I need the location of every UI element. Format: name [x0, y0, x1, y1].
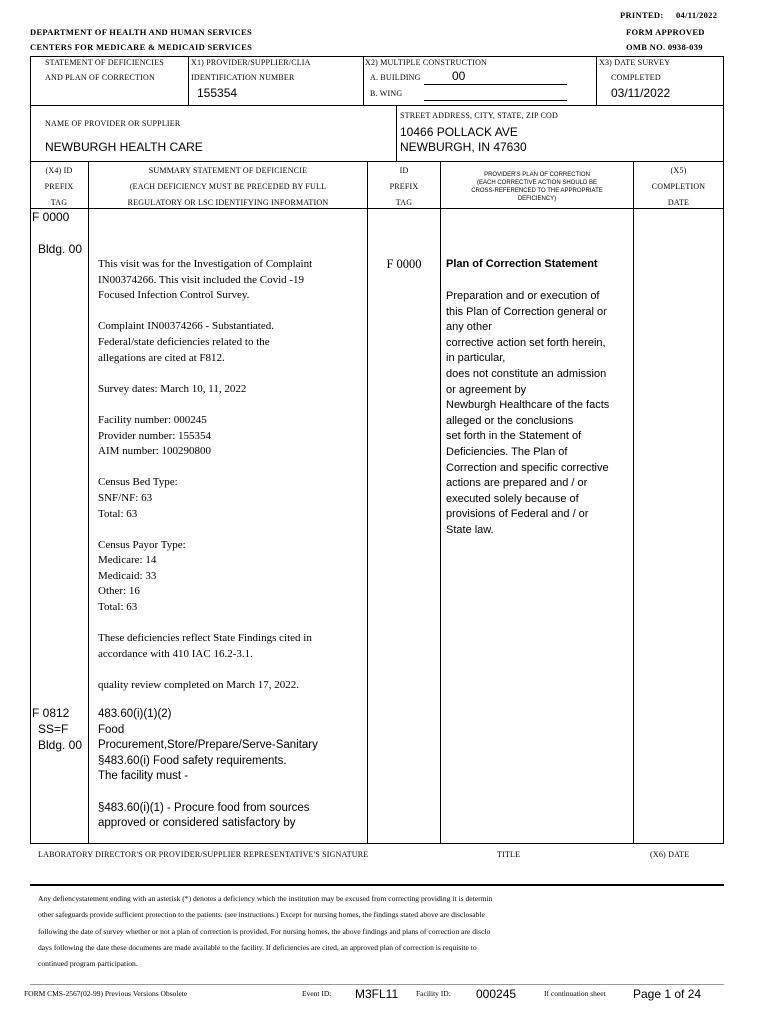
x5-header-2: COMPLETION: [651, 182, 706, 191]
summary-line: Total: 63: [98, 507, 138, 520]
plan-line: alleged or the conclusions: [446, 414, 574, 427]
department-name: DEPARTMENT OF HEALTH AND HUMAN SERVICES: [30, 27, 252, 37]
plan-lines: [446, 289, 632, 539]
summary-line: quality review completed on March 17, 2022.: [98, 679, 300, 692]
disclaimer-line: Any defiencystatement ending with an asterisk (*) denotes a deficiency which the institution may be excused from correcting providing it is determin: [38, 894, 493, 903]
summary-line: Federal/state deficiencies related to the: [98, 335, 270, 348]
summary-text: [98, 257, 366, 694]
divider: [30, 161, 724, 162]
summary-line: [98, 522, 366, 538]
summary-header-1: SUMMARY STATEMENT OF DEFICIENCIE: [148, 166, 308, 175]
plan-line: Preparation and or execution of: [446, 290, 600, 302]
summary-header-2: (EACH DEFICIENCY MUST BE PRECEDED BY FULL: [129, 182, 327, 191]
f812-lines: [98, 707, 366, 832]
plan-text: [446, 289, 632, 539]
plan-line: State law.: [446, 523, 494, 536]
f812-line: §483.60(i)(1) - Procure food from sources: [98, 801, 310, 814]
plan-line: provisions of Federal and / or: [446, 508, 589, 521]
id-header-3: TAG: [395, 198, 413, 207]
summary-line: [98, 460, 366, 476]
frame-right: [723, 56, 724, 844]
building-tag-1: Bldg. 00: [38, 242, 83, 256]
summary-line: [98, 662, 366, 678]
centers-name: CENTERS FOR MEDICARE & MEDICAID SERVICES: [30, 42, 253, 52]
plan-header-4: DEFICIENCY): [517, 196, 557, 202]
event-id-label: Event ID:: [302, 989, 332, 998]
facility-id-label: Facility ID:: [416, 989, 451, 998]
summary-line: Census Payor Type:: [98, 538, 186, 551]
summary-line: Other: 16: [98, 585, 140, 598]
plan-line: in particular,: [446, 352, 506, 365]
f812-line: §483.60(i) Food safety requirements.: [98, 754, 287, 767]
column-divider: [440, 161, 441, 844]
divider: [363, 56, 364, 106]
x5-header-1: (X5): [670, 166, 687, 175]
plan-line: any other: [446, 321, 492, 334]
f812-line: approved or considered satisfactory by: [98, 817, 296, 830]
plan-line: actions are prepared and / or: [446, 477, 588, 490]
facility-id-value: 000245: [476, 987, 517, 1001]
x4-header-1: (X4) ID: [45, 166, 73, 175]
plan-line: Correction and specific corrective: [446, 461, 609, 474]
page-number: Page 1 of 24: [633, 987, 702, 1001]
summary-line: This visit was for the Investigation of Complaint: [98, 258, 313, 270]
prefix-tag-f0812: F 0812: [32, 706, 70, 720]
signature-rule: [30, 884, 724, 886]
omb-number: OMB NO. 0938-039: [626, 42, 703, 52]
statement-label-1: STATEMENT OF DEFICIENCIES: [45, 58, 164, 67]
plan-line: this Plan of Correction general or: [446, 305, 607, 318]
disclaimer-lines: [38, 891, 728, 972]
summary-line: IN00374266. This visit included the Covid -19: [98, 273, 305, 286]
plan-line: or agreement by: [446, 383, 527, 396]
disclaimer-line: following the date of survey whether or not a plan of correction is provided. For nursing homes, the above findings and plans of correction are disclo: [38, 926, 491, 936]
printed-label: PRINTED:: [620, 10, 664, 20]
plan-line: corrective action set forth herein,: [446, 336, 606, 349]
summary-line: SNF/NF: 63: [98, 491, 153, 504]
summary-line: Provider number: 155354: [98, 429, 212, 442]
summary-line: AIM number: 100290800: [98, 445, 212, 458]
summary-line: These deficiencies reflect State Findings cited in: [98, 632, 312, 645]
plan-line: Newburgh Healthcare of the facts: [446, 399, 610, 412]
disclaimer-line: continued program participation.: [38, 959, 138, 969]
summary-line: accordance with 410 IAC 16.2-3.1.: [98, 647, 253, 660]
summary-line: Focused Infection Control Survey.: [98, 289, 250, 302]
divider: [30, 105, 724, 106]
f812-line: [98, 785, 366, 801]
x3-label-2: COMPLETED: [611, 73, 661, 82]
address-line-2: NEWBURGH, IN 47630: [400, 140, 527, 154]
summary-header-3: REGULATORY OR LSC IDENTIFYING INFORMATION: [127, 198, 329, 207]
summary-line: [98, 397, 366, 413]
summary-line: Facility number: 000245: [98, 413, 207, 426]
x5-header-3: DATE: [667, 198, 690, 207]
printed-date: 04/11/2022: [676, 10, 718, 20]
provider-name-label: NAME OF PROVIDER OR SUPPLIER: [45, 119, 181, 128]
plan-line: executed solely because of: [446, 492, 579, 505]
building-tag-2: Bldg. 00: [38, 738, 83, 752]
x1-label-1: X1) PROVIDER/SUPPLIER/CLIA: [191, 58, 311, 67]
scope-severity: SS=F: [38, 722, 69, 736]
divider: [188, 56, 189, 106]
footer-rule: [30, 984, 724, 985]
header-bottom: [30, 208, 724, 209]
f812-line: Procurement,Store/Prepare/Serve-Sanitary: [98, 739, 318, 752]
f812-line: Food: [98, 723, 125, 736]
column-divider: [633, 161, 634, 844]
prefix-tag-f0000: F 0000: [32, 210, 70, 224]
building-value: 00: [452, 69, 466, 83]
form-approved: FORM APPROVED: [626, 27, 705, 37]
signature-label: LABORATORY DIRECTOR'S OR PROVIDER/SUPPLIER REPRESENTATIVE'S SIGNATURE: [38, 850, 369, 859]
wing-underline: [424, 100, 567, 101]
disclaimer-line: other safeguards provide sufficient protection to the patients. (see instructions.) Except for nursing homes, the findings stated above are disclosable: [38, 910, 485, 920]
plan-line: Deficiencies. The Plan of: [446, 445, 568, 458]
summary-line: [98, 304, 366, 320]
address-line-1: 10466 POLLACK AVE: [400, 125, 518, 139]
summary-line: Census Bed Type:: [98, 476, 178, 489]
id-header-2: PREFIX: [389, 182, 419, 191]
continuation-label: If continuation sheet: [544, 989, 606, 998]
frame-top: [30, 56, 724, 57]
plan-header-2: (EACH CORRECTIVE ACTION SHOULD BE: [476, 180, 598, 186]
x4-header-2: PREFIX: [44, 182, 74, 191]
plan-header-1: PROVIDER'S PLAN OF CORRECTION: [484, 172, 590, 178]
x4-header-3: TAG: [50, 198, 68, 207]
divider: [596, 56, 597, 106]
date-label: (X6) DATE: [650, 850, 690, 859]
summary-line: Total: 63: [98, 601, 138, 614]
building-underline: [424, 84, 567, 85]
title-label: TITLE: [497, 850, 521, 859]
x3-label-1: X3) DATE SURVEY: [599, 58, 671, 67]
plan-line: does not constitute an admission: [446, 367, 607, 380]
statement-label-2: AND PLAN OF CORRECTION: [45, 73, 155, 82]
disclaimer: [38, 891, 728, 972]
summary-line: Medicare: 14: [98, 554, 157, 567]
summary-line: Complaint IN00374266 - Substantiated.: [98, 320, 274, 333]
x1-label-2: IDENTIFICATION NUMBER: [191, 73, 295, 82]
form-number: FORM CMS-2567(02-99) Previous Versions Obsolete: [24, 989, 188, 998]
f812-line: 483.60(i)(1)(2): [98, 708, 172, 720]
summary-line: [98, 366, 366, 382]
column-divider: [367, 161, 368, 844]
address-label: STREET ADDRESS, CITY, STATE, ZIP COD: [400, 111, 558, 120]
x2-label: X2) MULTIPLE CONSTRUCTION: [365, 58, 488, 67]
f812-text: [98, 707, 366, 832]
column-divider: [88, 161, 89, 844]
provider-number-value: 155354: [197, 86, 238, 100]
summary-line: Medicaid: 33: [98, 569, 157, 582]
plan-header-3: CROSS-REFERENCED TO THE APPROPRIATE: [471, 188, 603, 194]
id-header-1: ID: [399, 166, 409, 175]
divider: [396, 105, 397, 162]
summary-line: Survey dates: March 10, 11, 2022: [98, 382, 247, 395]
f812-line: The facility must -: [98, 770, 189, 783]
id-tag-f0000: F 0000: [386, 257, 422, 271]
survey-date-value: 03/11/2022: [611, 86, 671, 100]
wing-label: B. WING: [370, 89, 403, 98]
summary-lines: [98, 257, 366, 694]
plan-line: set forth in the Statement of: [446, 430, 582, 443]
summary-line: allegations are cited at F812.: [98, 351, 225, 364]
provider-name-value: NEWBURGH HEALTH CARE: [45, 140, 203, 154]
building-label: A. BUILDING: [370, 73, 421, 82]
summary-line: [98, 616, 366, 632]
frame-bottom: [30, 843, 724, 844]
event-id-value: M3FL11: [355, 987, 399, 1001]
disclaimer-line: days following the date these documents are made available to the facility. If deficiencies are cited, an approved plan of correction is requisite to: [38, 942, 477, 952]
plan-title: Plan of Correction Statement: [446, 258, 598, 270]
